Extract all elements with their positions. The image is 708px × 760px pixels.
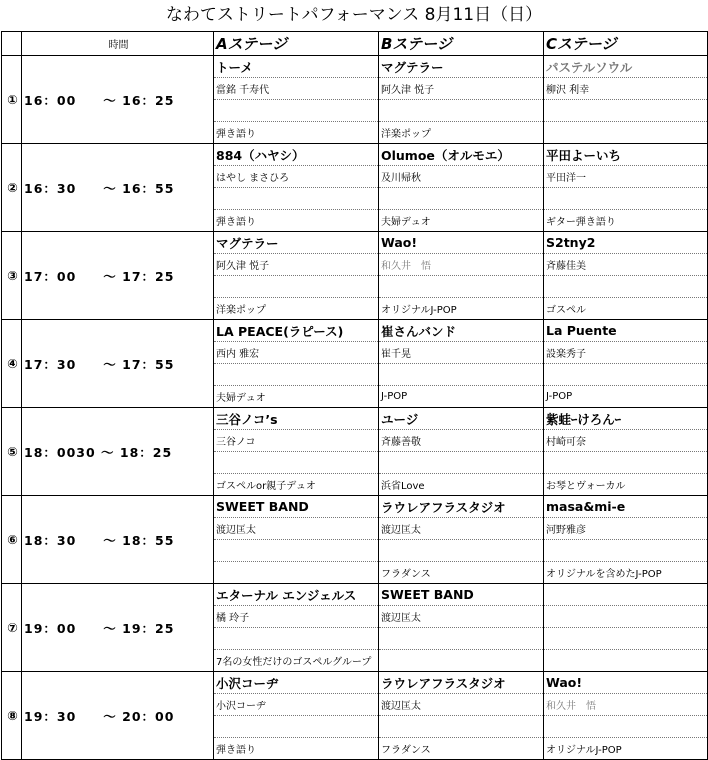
header-stage-a: Aステージ — [214, 32, 379, 56]
slot-row — [2, 232, 708, 254]
slot-time: 19：00 〜 19：25 — [22, 584, 214, 672]
slot-row — [2, 496, 708, 518]
stage-a-person: 小沢コーヂ — [214, 694, 379, 716]
stage-a-genre: ゴスペルor親子デュオ — [214, 474, 379, 496]
stage-a-person: 西内 雅宏 — [214, 342, 379, 364]
stage-c-person: 設楽秀子 — [544, 342, 708, 364]
stage-b-performer: Olumoe（オルモエ） — [379, 144, 544, 166]
stage-a-performer: エターナル エンジェルス — [214, 584, 379, 606]
stage-c-person: 柳沢 利幸 — [544, 78, 708, 100]
stage-b-blank — [379, 276, 544, 298]
stage-c-performer: La Puente — [544, 320, 708, 342]
stage-a-person: 橘 玲子 — [214, 606, 379, 628]
stage-a-genre: 弾き語り — [214, 738, 379, 760]
stage-a-blank — [214, 452, 379, 474]
stage-b-performer: ラウレアフラスタジオ — [379, 496, 544, 518]
stage-b-person: 渡辺匡太 — [379, 606, 544, 628]
slot-row — [2, 584, 708, 606]
stage-b-performer: Wao! — [379, 232, 544, 254]
slot-number: ③ — [2, 232, 22, 320]
header-num-cell — [2, 32, 22, 56]
stage-b-performer: マグテラー — [379, 56, 544, 78]
stage-b-blank — [379, 540, 544, 562]
stage-b-genre: J-POP — [379, 386, 544, 408]
stage-c-performer: S2tny2 — [544, 232, 708, 254]
stage-a-genre: 洋楽ポップ — [214, 298, 379, 320]
stage-a-performer: マグテラー — [214, 232, 379, 254]
slot-time: 17：00 〜 17：25 — [22, 232, 214, 320]
slot-time: 16：00 〜 16：25 — [22, 56, 214, 144]
slot-row — [2, 144, 708, 166]
stage-a-blank — [214, 364, 379, 386]
stage-b-blank — [379, 364, 544, 386]
stage-b-genre: オリジナルJ-POP — [379, 298, 544, 320]
stage-c-performer — [544, 584, 708, 606]
stage-c-blank — [544, 364, 708, 386]
stage-a-performer: SWEET BAND — [214, 496, 379, 518]
stage-c-blank — [544, 276, 708, 298]
page-title: なわてストリートパフォーマンス 8月11日（日） — [165, 5, 543, 25]
stage-c-blank — [544, 100, 708, 122]
stage-c-person: 斉藤佳美 — [544, 254, 708, 276]
stage-b-blank — [379, 452, 544, 474]
stage-c-blank — [544, 452, 708, 474]
slot-row — [2, 408, 708, 430]
stage-c-genre — [544, 650, 708, 672]
slot-number: ④ — [2, 320, 22, 408]
stage-a-person: 阿久津 悦子 — [214, 254, 379, 276]
header-time: 時間 — [22, 32, 214, 56]
stage-b-performer: ユージ — [379, 408, 544, 430]
stage-c-person: 河野雅彦 — [544, 518, 708, 540]
stage-a-blank — [214, 188, 379, 210]
stage-a-person: はやし まさひろ — [214, 166, 379, 188]
stage-b-blank — [379, 100, 544, 122]
stage-c-performer: パステルソウル — [544, 56, 708, 78]
slot-number: ① — [2, 56, 22, 144]
stage-b-genre — [379, 650, 544, 672]
stage-a-performer: 小沢コーヂ — [214, 672, 379, 694]
slot-time: 18：0030 〜 18：25 — [22, 408, 214, 496]
stage-a-genre: 夫婦デュオ — [214, 386, 379, 408]
slot-row — [2, 320, 708, 342]
stage-c-person: 和久井 悟 — [544, 694, 708, 716]
stage-a-performer: 三谷ノコ’s — [214, 408, 379, 430]
slot-time: 19：30 〜 20：00 — [22, 672, 214, 760]
slot-time: 17：30 〜 17：55 — [22, 320, 214, 408]
stage-c-person: 平田洋一 — [544, 166, 708, 188]
stage-c-performer: Wao! — [544, 672, 708, 694]
header-row — [2, 32, 708, 56]
stage-c-genre: オリジナルJ-POP — [544, 738, 708, 760]
stage-a-genre: 弾き語り — [214, 210, 379, 232]
stage-b-blank — [379, 716, 544, 738]
stage-b-genre: 洋楽ポップ — [379, 122, 544, 144]
stage-b-performer: SWEET BAND — [379, 584, 544, 606]
stage-b-person: 斉藤善敬 — [379, 430, 544, 452]
stage-c-blank — [544, 628, 708, 650]
slot-number: ⑦ — [2, 584, 22, 672]
slot-row — [2, 56, 708, 78]
stage-c-blank — [544, 716, 708, 738]
stage-c-performer: masa&mi-e — [544, 496, 708, 518]
stage-a-performer: 884（ハヤシ） — [214, 144, 379, 166]
stage-b-person: 和久井 悟 — [379, 254, 544, 276]
stage-c-genre: オリジナルを含めたJ-POP — [544, 562, 708, 584]
stage-a-person: 三谷ノコ — [214, 430, 379, 452]
stage-b-person: 渡辺匡太 — [379, 518, 544, 540]
stage-c-blank — [544, 540, 708, 562]
stage-a-genre: 7名の女性だけのゴスペルグループ — [214, 650, 379, 672]
stage-c-person — [544, 606, 708, 628]
slot-number: ② — [2, 144, 22, 232]
stage-b-person: 及川帰秋 — [379, 166, 544, 188]
stage-b-performer: 崔さんバンド — [379, 320, 544, 342]
stage-a-person: 渡辺匡太 — [214, 518, 379, 540]
stage-b-blank — [379, 188, 544, 210]
stage-c-genre: ゴスペル — [544, 298, 708, 320]
stage-a-genre — [214, 562, 379, 584]
stage-a-performer: LA PEACE(ラピース) — [214, 320, 379, 342]
stage-b-person: 阿久津 悦子 — [379, 78, 544, 100]
stage-b-genre: フラダンス — [379, 738, 544, 760]
stage-b-blank — [379, 628, 544, 650]
stage-c-genre: お琴とヴォーカル — [544, 474, 708, 496]
stage-c-performer: 平田よーいち — [544, 144, 708, 166]
stage-a-blank — [214, 540, 379, 562]
stage-b-genre: 浜省Love — [379, 474, 544, 496]
stage-a-performer: トーメ — [214, 56, 379, 78]
stage-a-blank — [214, 100, 379, 122]
stage-a-blank — [214, 716, 379, 738]
stage-b-performer: ラウレアフラスタジオ — [379, 672, 544, 694]
slot-row — [2, 672, 708, 694]
stage-b-genre: フラダンス — [379, 562, 544, 584]
slot-time: 16：30 〜 16：55 — [22, 144, 214, 232]
stage-a-blank — [214, 276, 379, 298]
stage-b-person: 崔千晃 — [379, 342, 544, 364]
stage-b-genre: 夫婦デュオ — [379, 210, 544, 232]
stage-c-performer: 紫蛙ｰけろんｰ — [544, 408, 708, 430]
slot-number: ⑤ — [2, 408, 22, 496]
stage-c-genre: ギター弾き語り — [544, 210, 708, 232]
stage-a-blank — [214, 628, 379, 650]
header-stage-b: Bステージ — [379, 32, 544, 56]
slot-number: ⑧ — [2, 672, 22, 760]
stage-a-genre: 弾き語り — [214, 122, 379, 144]
slot-time: 18：30 〜 18：55 — [22, 496, 214, 584]
schedule-table — [1, 31, 708, 760]
stage-c-genre: J-POP — [544, 386, 708, 408]
stage-b-person: 渡辺匡太 — [379, 694, 544, 716]
stage-c-person: 村崎可奈 — [544, 430, 708, 452]
header-stage-c: Cステージ — [544, 32, 708, 56]
stage-c-genre — [544, 122, 708, 144]
stage-c-blank — [544, 188, 708, 210]
slot-number: ⑥ — [2, 496, 22, 584]
stage-a-person: 當銘 千寿代 — [214, 78, 379, 100]
